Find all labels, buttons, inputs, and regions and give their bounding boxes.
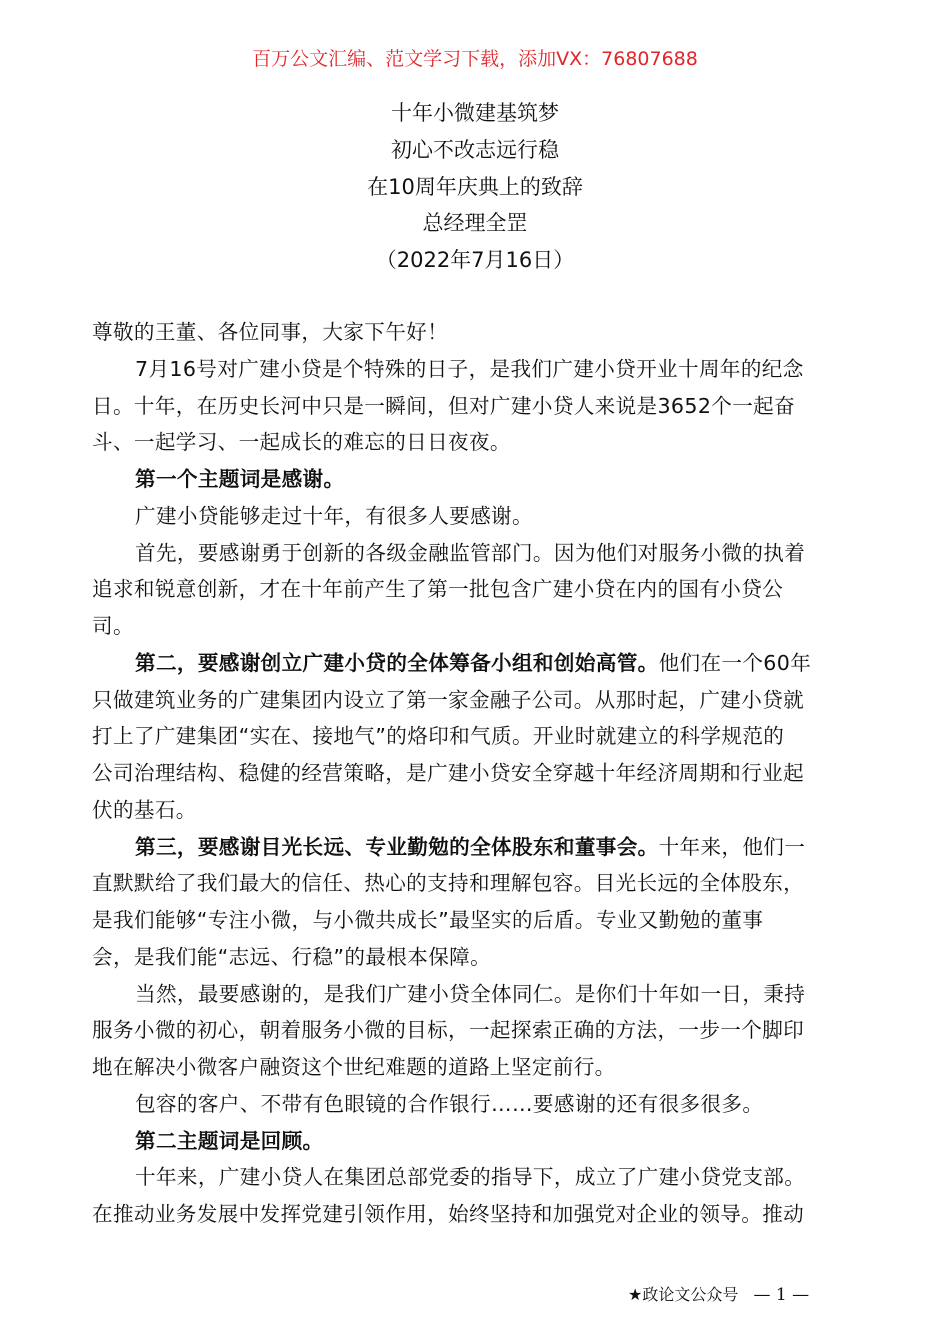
line-text: 只做建筑业务的广建集团内设立了第一家金融子公司。从那时起，广建小贷就 [92,687,805,712]
text-line [92,682,862,719]
line-text: 尊敬的王董、各位同事，大家下午好！ [92,320,449,344]
text-line [92,1196,862,1233]
line-text: 打上了广建集团“实在、接地气”的烙印和气质。开业时就建立的科学规范的 [92,724,785,749]
text-line [92,498,862,535]
text-line [92,645,862,682]
text-line [92,1049,862,1086]
title-line-3: 在10周年庆典上的致辞 [367,174,583,199]
line-text: 直默默给了我们最大的信任、热心的支持和理解包容。目光长远的全体股东， [92,871,805,896]
watermark-banner: 百万公文汇编、范文学习下载，添加VX：76807688 [252,48,698,70]
text-line [92,1159,862,1196]
text-line [92,424,862,461]
text-line [92,902,862,939]
text-line [92,718,862,755]
line-text: 包容的客户、不带有色眼镜的合作银行……要感谢的还有很多很多。 [135,1091,764,1116]
page-number: — 1 — [753,1285,810,1305]
title-line-2: 初心不改志远行稳 [391,137,559,162]
line-text: 会，是我们能“志远、行稳”的最根本保障。 [92,944,492,969]
line-text: 首先，要感谢勇于创新的各级金融监管部门。因为他们对服务小微的执着 [135,540,806,565]
line-text: 服务小微的初心，朝着服务小微的目标，一起探索正确的方法，一步一个脚印 [92,1018,805,1043]
line-text: 广建小贷能够走过十年，有很多人要感谢。 [135,503,533,528]
title-line-1: 十年小微建基筑梦 [391,101,559,125]
text-line [92,976,862,1013]
line-text: 是我们能够“专注小微，与小微共成长”最坚实的后盾。专业又勤勉的董事 [92,908,764,932]
line-text: 7月16号对广建小贷是个特殊的日子，是我们广建小贷开业十周年的纪念 [135,356,804,381]
bold-heading: 第三，要感谢目光长远、专业勤勉的全体股东和董事会。 [135,834,659,859]
text-line [92,865,862,902]
date: （2022年7月16日） [375,248,575,273]
text-line [92,939,862,976]
line-text: 斗、一起学习、一起成长的难忘的日日夜夜。 [92,430,511,455]
speaker: 总经理全罡 [422,211,528,236]
line-text: 他们在一个60年 [658,650,812,675]
text-line [92,571,862,608]
text-line [92,608,862,645]
text-line [92,535,862,572]
text-line [92,351,862,388]
line-text: 追求和锐意创新，才在十年前产生了第一批包含广建小贷在内的国有小贷公 [92,577,784,602]
document-body [92,314,862,1233]
bold-heading: 第二主题词是回顾。 [135,1128,324,1153]
text-line [92,1012,862,1049]
line-text: 司。 [92,614,134,638]
title-block [0,95,950,279]
line-text: 十年来，他们一 [658,834,806,859]
line-text: 十年来，广建小贷人在集团总部党委的指导下，成立了广建小贷党支部。 [135,1165,806,1190]
text-line [92,755,862,792]
line-text: 公司治理结构、稳健的经营策略，是广建小贷安全穿越十年经济周期和行业起 [92,761,805,785]
text-line [92,314,862,351]
line-text: 日。十年，在历史长河中只是一瞬间，但对广建小贷人来说是3652个一起奋 [92,393,796,418]
line-text: 伏的基石。 [92,797,197,822]
text-line [92,792,862,829]
text-line [92,388,862,425]
footer-source: ★政论文公众号 [628,1285,739,1304]
text-line [92,1123,862,1160]
text-line [92,1086,862,1123]
line-text: 在推动业务发展中发挥党建引领作用，始终坚持和加强党对企业的领导。推动 [92,1202,805,1226]
line-text: 地在解决小微客户融资这个世纪难题的道路上坚定前行。 [92,1055,616,1079]
bold-heading: 第二，要感谢创立广建小贷的全体筹备小组和创始高管。 [135,650,659,675]
text-line [92,461,862,498]
line-text: 当然，最要感谢的，是我们广建小贷全体同仁。是你们十年如一日，秉持 [135,981,806,1006]
text-line [92,829,862,866]
bold-heading: 第一个主题词是感谢。 [135,467,345,491]
page-footer [628,1283,809,1307]
